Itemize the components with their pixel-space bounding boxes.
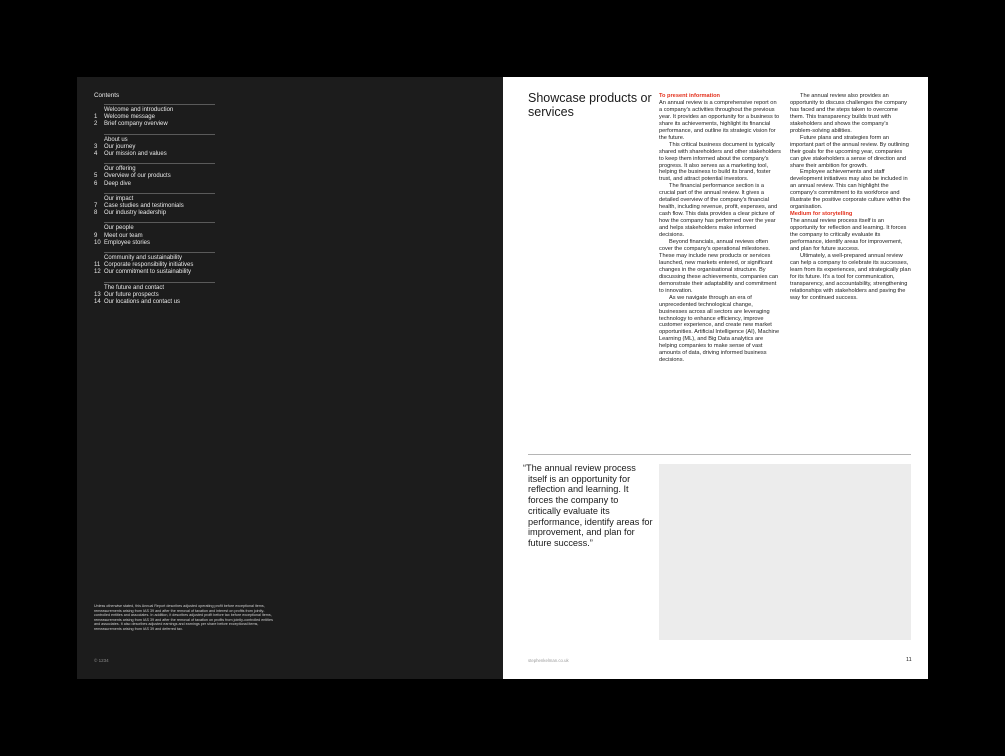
paragraph: The annual review process itself is an opportunity for reflection and learning. It forces the company to critically evaluate its performance, identify areas for improvement, and plan for future success. — [790, 218, 907, 252]
subheading: To present information — [659, 93, 721, 99]
toc-item-number: 8 — [94, 210, 98, 217]
paragraph: Ultimately, a well-prepared annual review can help a company to celebrate its successes, learn from its experiences, and strategically plan for its future. It's a tool for communication, transparency, and accountability, strengthening relationships with stakeholders and paving the way for continued success. — [790, 252, 911, 301]
toc-item-number: 13 — [94, 291, 101, 298]
body-column-2 — [790, 93, 912, 302]
page-title: Showcase products or services — [528, 91, 652, 119]
toc-item-number: 6 — [94, 180, 98, 187]
toc-item-label: Meet our team — [104, 232, 143, 239]
page-number: 11 — [906, 657, 912, 663]
toc-item-number: 2 — [94, 121, 98, 128]
toc-item-label: Case studies and testimonials — [104, 203, 184, 210]
toc-item[interactable] — [94, 210, 215, 217]
toc-item[interactable] — [94, 121, 215, 128]
toc-item[interactable] — [94, 269, 215, 276]
toc-section — [94, 222, 215, 247]
toc-section — [94, 163, 215, 188]
toc-item-number: 4 — [94, 151, 98, 158]
toc-item-label: Our journey — [104, 143, 136, 150]
toc-item[interactable] — [94, 262, 215, 269]
toc-item[interactable] — [94, 203, 215, 210]
pull-quote: “The annual review process itself is an opportunity for reflection and learning. It forces the company to critically evaluate its performance, identify areas for improvement, and plan for future success.” — [523, 463, 653, 548]
subheading: Medium for storytelling — [790, 211, 853, 218]
body-column-1 — [659, 93, 781, 364]
toc-item[interactable] — [94, 180, 215, 188]
toc-section — [94, 104, 215, 129]
toc-item-number: 12 — [94, 269, 101, 276]
toc-item[interactable] — [94, 173, 215, 180]
paragraph: This critical business document is typically shared with shareholders and other stakeholders to keep them informed about the company's progress. It also serves as a marketing tool, helping the business to build its brand, foster trust, and attract potential investors. — [659, 141, 781, 183]
toc-item[interactable] — [94, 232, 215, 240]
contents-page — [77, 77, 503, 679]
toc-section-heading: Community and sustainability — [104, 255, 183, 262]
toc-item[interactable] — [94, 299, 215, 306]
toc-section-heading: Our offering — [104, 166, 136, 173]
toc-item-label: Our industry leadership — [104, 210, 167, 217]
paragraph: The financial performance section is a crucial part of the annual review. It gives a detailed overview of the company's financial health, including revenue, profit, expenses, and cash flow. This data provides a clear picture of how the company has performed over the year and helps stakeholders make informed decisions. — [659, 183, 778, 239]
toc-section-heading: Our impact — [104, 195, 134, 202]
toc-item-number: 3 — [94, 143, 98, 150]
magazine-spread — [77, 77, 928, 679]
toc-section-heading: About us — [104, 136, 128, 143]
toc-item-label: Our commitment to sustainability — [104, 269, 192, 276]
paragraph: An annual review is a comprehensive report on a company's activities throughout the previous year. It provides an opportunity for a business to share its achievements, highlight its financial performance, and outline its strategic vision for the future. — [659, 99, 780, 141]
toc-section — [94, 134, 215, 159]
toc-item-label: Our future prospects — [104, 291, 159, 298]
paragraph: Beyond financials, annual reviews often cover the company's operational milestones. These may include new products or services launched, new markets entered, or significant changes in the organisational structure. By discussing these achievements, companies can demonstrate their adaptability and commitment to innovation. — [659, 239, 779, 294]
toc-item-number: 11 — [94, 262, 101, 269]
toc-item-number: 14 — [94, 299, 101, 306]
toc-section-heading: Welcome and introduction — [104, 107, 174, 113]
paragraph: As we navigate through an era of unprecedented technological change, businesses across all sectors are leveraging technology to enhance efficiency, improve customer experience, and create new market opportunities. Artificial Intelligence (AI), Machine Learning (ML), and Big Data analytics are helping companies to make sense of vast amounts of data, driving informed business decisions. — [659, 294, 780, 364]
toc-section — [94, 252, 215, 277]
toc-item-label: Employee stories — [104, 239, 151, 246]
toc-item-label: Deep dive — [104, 180, 132, 187]
toc-item-label: Welcome message — [104, 114, 155, 121]
toc-item[interactable] — [94, 114, 215, 121]
toc-item-number: 10 — [94, 239, 101, 246]
toc-item[interactable] — [94, 143, 215, 151]
toc-section — [94, 282, 215, 307]
toc-item-label: Our locations and contact us — [104, 299, 181, 306]
toc-item-number: 7 — [94, 203, 98, 210]
paragraph: Future plans and strategies form an important part of the annual review. By outlining their goals for the upcoming year, companies can give stakeholders a sense of direction and share their ambition for growth. — [790, 134, 909, 169]
toc-item-number: 9 — [94, 232, 98, 239]
paragraph: Employee achievements and staff development initiatives may also be included in an annual review. This can highlight the company's commitment to its workforce and illustrate the positive corporate culture within the organisation. — [790, 169, 911, 211]
toc-item-number: 1 — [94, 114, 98, 121]
paragraph: The annual review also provides an opportunity to discuss challenges the company has faced and the steps taken to overcome them. This transparency builds trust with stakeholders and shows the company's problem-solving abilities. — [790, 93, 907, 134]
toc-item[interactable] — [94, 151, 215, 158]
contents-title: Contents — [94, 92, 120, 99]
table-of-contents — [94, 104, 215, 311]
toc-section-heading: The future and contact — [104, 284, 165, 291]
toc-item-label: Corporate responsibility initiatives — [104, 262, 194, 269]
website-url: stephenkelman.co.uk — [528, 658, 569, 663]
divider — [528, 454, 911, 455]
toc-item-label: Brief company overview — [104, 121, 168, 128]
toc-item[interactable] — [94, 239, 215, 247]
toc-section-heading: Our people — [104, 225, 134, 232]
toc-item-number: 5 — [94, 173, 98, 180]
toc-item[interactable] — [94, 291, 215, 299]
toc-item-label: Overview of our products — [104, 173, 171, 180]
toc-item-label: Our mission and values — [104, 151, 167, 158]
image-placeholder — [659, 464, 911, 640]
copyright-folio: © 1234 — [94, 658, 109, 663]
toc-section — [94, 193, 215, 218]
footnote: Unless otherwise stated, this Annual Report describes adjusted operating profit before exceptional items, remeasurements arising from IAS 39 and after the removal of taxation and interest on profits from jointly-controlled entities and associates. In addition, it describes adjusted profit before tax before exceptional items, remeasurements arising from IAS 39 and after the removal of taxation on profits from jointly-controlled entities and associates. It also describes adjusted earnings and earnings per share before exceptional items, remeasurements arising from IAS 39 and deferred tax. — [94, 604, 273, 631]
article-page — [503, 77, 928, 679]
